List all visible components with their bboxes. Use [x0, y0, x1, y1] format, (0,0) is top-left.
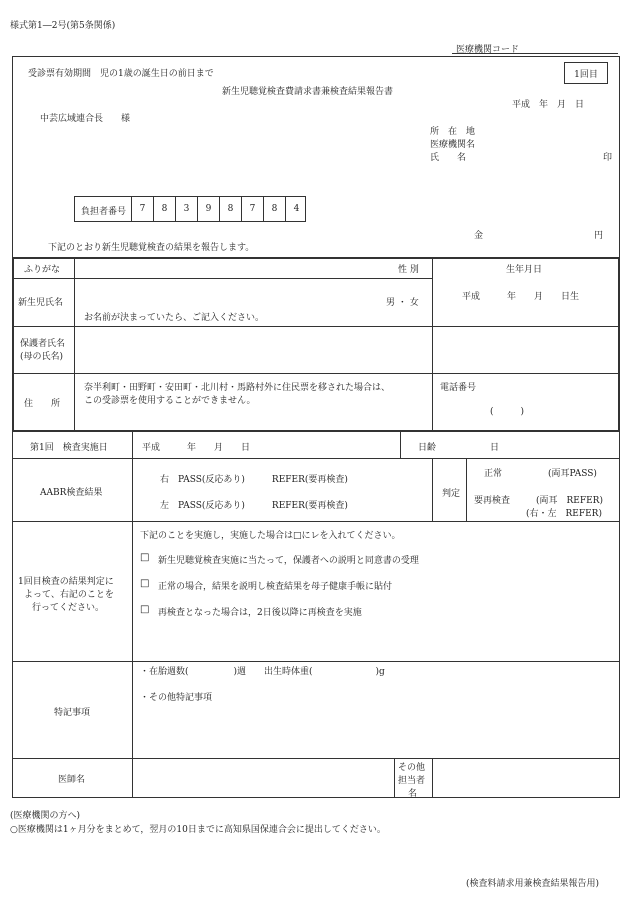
age-unit: 日 — [490, 443, 500, 453]
footer-instruction: ○医療機関は1ヶ月分をまとめて，翌月の10日までに高知県国保連合会に提出してください。 — [10, 825, 386, 835]
payer-digit: 8 — [219, 197, 241, 221]
payer-digit: 8 — [153, 197, 175, 221]
recheck-option: 要再検査 — [474, 496, 511, 506]
phone-parens: ( ) — [490, 407, 525, 417]
sender-address-label: 所 在 地 — [430, 127, 476, 137]
recheck-note-2: (右・左 REFER) — [526, 509, 602, 519]
footer-heading: (医療機関の方へ) — [10, 811, 81, 821]
payer-digit: 3 — [175, 197, 197, 221]
other-staff-label-2: 担当者 — [398, 776, 426, 786]
grid-line — [13, 278, 433, 279]
action-item: 新生児聴覚検査実施に当たって，保護者への説明と同意書の受理 — [158, 556, 419, 566]
dob-value: 平成 年 月 日生 — [462, 292, 580, 302]
action-item: 正常の場合，結果を説明し検査結果を母子健康手帳に貼付 — [158, 582, 393, 592]
grid-line — [132, 432, 133, 798]
institution-code-underline — [452, 53, 618, 54]
newborn-name-note: お名前が決まっていたら、ご記入ください。 — [84, 313, 265, 323]
grid-line — [400, 432, 401, 458]
actions-intro: 下記のことを実施し，実施した場合は□にレを入れてください。 — [140, 531, 401, 541]
guardian-label-sub: (母の氏名) — [20, 352, 64, 362]
newborn-name-label: 新生児氏名 — [18, 298, 64, 308]
grid-line — [74, 258, 75, 431]
other-staff-label-3: 名 — [408, 789, 418, 799]
phone-label: 電話番号 — [440, 383, 477, 393]
sender-name-label: 氏 名 — [430, 153, 467, 163]
grid-line — [432, 758, 433, 798]
sex-label: 性 別 — [398, 265, 419, 275]
action-item: 再検査となった場合は，2日後以降に再検査を実施 — [158, 608, 362, 618]
address-note: 奈半利町・田野町・安田町・北川村・馬路村外に住民票を移された場合は、 — [84, 383, 391, 393]
actions-label: 1回目検査の結果判定に — [18, 577, 114, 587]
notes-label: 特記事項 — [54, 708, 91, 718]
furigana-label: ふりがな — [24, 265, 61, 275]
doctor-name-label: 医師名 — [58, 775, 86, 785]
payer-number-label: 負担者番号 — [81, 207, 127, 217]
payer-digit: 8 — [263, 197, 285, 221]
seal-mark: 印 — [603, 153, 613, 163]
date-line: 平成 年 月 日 — [512, 100, 585, 110]
grid-line — [432, 258, 433, 431]
exam-date-value: 平成 年 月 日 — [142, 443, 251, 453]
payer-digit: 9 — [197, 197, 219, 221]
exam-date-label: 第1回 検査実施日 — [30, 443, 108, 453]
grid-line — [12, 758, 620, 759]
payer-digit: 7 — [241, 197, 263, 221]
left-ear-result: 左 PASS(反応あり) REFER(要再検査) — [160, 501, 348, 511]
sender-institution-label: 医療機関名 — [430, 140, 476, 150]
actions-label-3: 行ってください。 — [32, 603, 105, 613]
right-ear-result: 右 PASS(反応あり) REFER(要再検査) — [160, 475, 348, 485]
amount-label: 金 — [474, 231, 484, 241]
normal-note: (両耳PASS) — [548, 469, 597, 479]
actions-label-2: よって、右記のことを — [24, 590, 114, 600]
amount-unit: 円 — [594, 231, 604, 241]
recheck-note: (両耳 REFER) — [536, 496, 603, 506]
age-label: 日齢 — [418, 443, 437, 453]
round-badge: 1回目 — [564, 62, 608, 84]
guardian-label: 保護者氏名 — [20, 339, 66, 349]
grid-line — [432, 458, 433, 521]
dob-label: 生年月日 — [506, 265, 543, 275]
grid-line — [12, 458, 620, 459]
validity-text: 受診票有効期間 児の1歳の誕生日の前日まで — [28, 69, 214, 79]
payer-digit: 7 — [131, 197, 153, 221]
grid-line — [12, 661, 620, 662]
notes-line-1: ・在胎週数( )週 出生時体重( )g — [140, 667, 385, 677]
notes-line-2: ・その他特記事項 — [140, 693, 213, 703]
checkbox[interactable]: □ — [140, 552, 150, 563]
sex-options: 男 ・ 女 — [386, 298, 419, 308]
checkbox[interactable]: □ — [140, 578, 150, 589]
grid-line — [12, 521, 620, 522]
address-label: 住 所 — [24, 399, 61, 409]
grid-line — [394, 758, 395, 798]
address-note-2: この受診票を使用することができません。 — [84, 396, 256, 406]
report-line: 下記のとおり新生児聴覚検査の結果を報告します。 — [48, 243, 255, 253]
grid-line — [466, 458, 467, 521]
grid-line — [13, 373, 619, 374]
checkbox[interactable]: □ — [140, 604, 150, 615]
other-staff-label: その他 — [398, 763, 426, 773]
aabr-label: AABR検査結果 — [40, 488, 103, 498]
normal-option: 正常 — [484, 469, 503, 479]
institution-code-label: 医療機関コード — [456, 45, 520, 55]
payer-digit: 4 — [285, 197, 307, 221]
grid-line — [13, 326, 619, 327]
addressee: 中芸広域連合長 様 — [40, 114, 131, 124]
form-id: 様式第1―2号(第5条関係) — [10, 21, 116, 31]
form-title: 新生児聴覚検査費請求書兼検査結果報告書 — [222, 87, 394, 97]
judgment-label: 判定 — [442, 489, 461, 499]
footer-form-name: (検査料請求用兼検査結果報告用) — [466, 879, 600, 889]
payer-number-box — [74, 196, 306, 222]
